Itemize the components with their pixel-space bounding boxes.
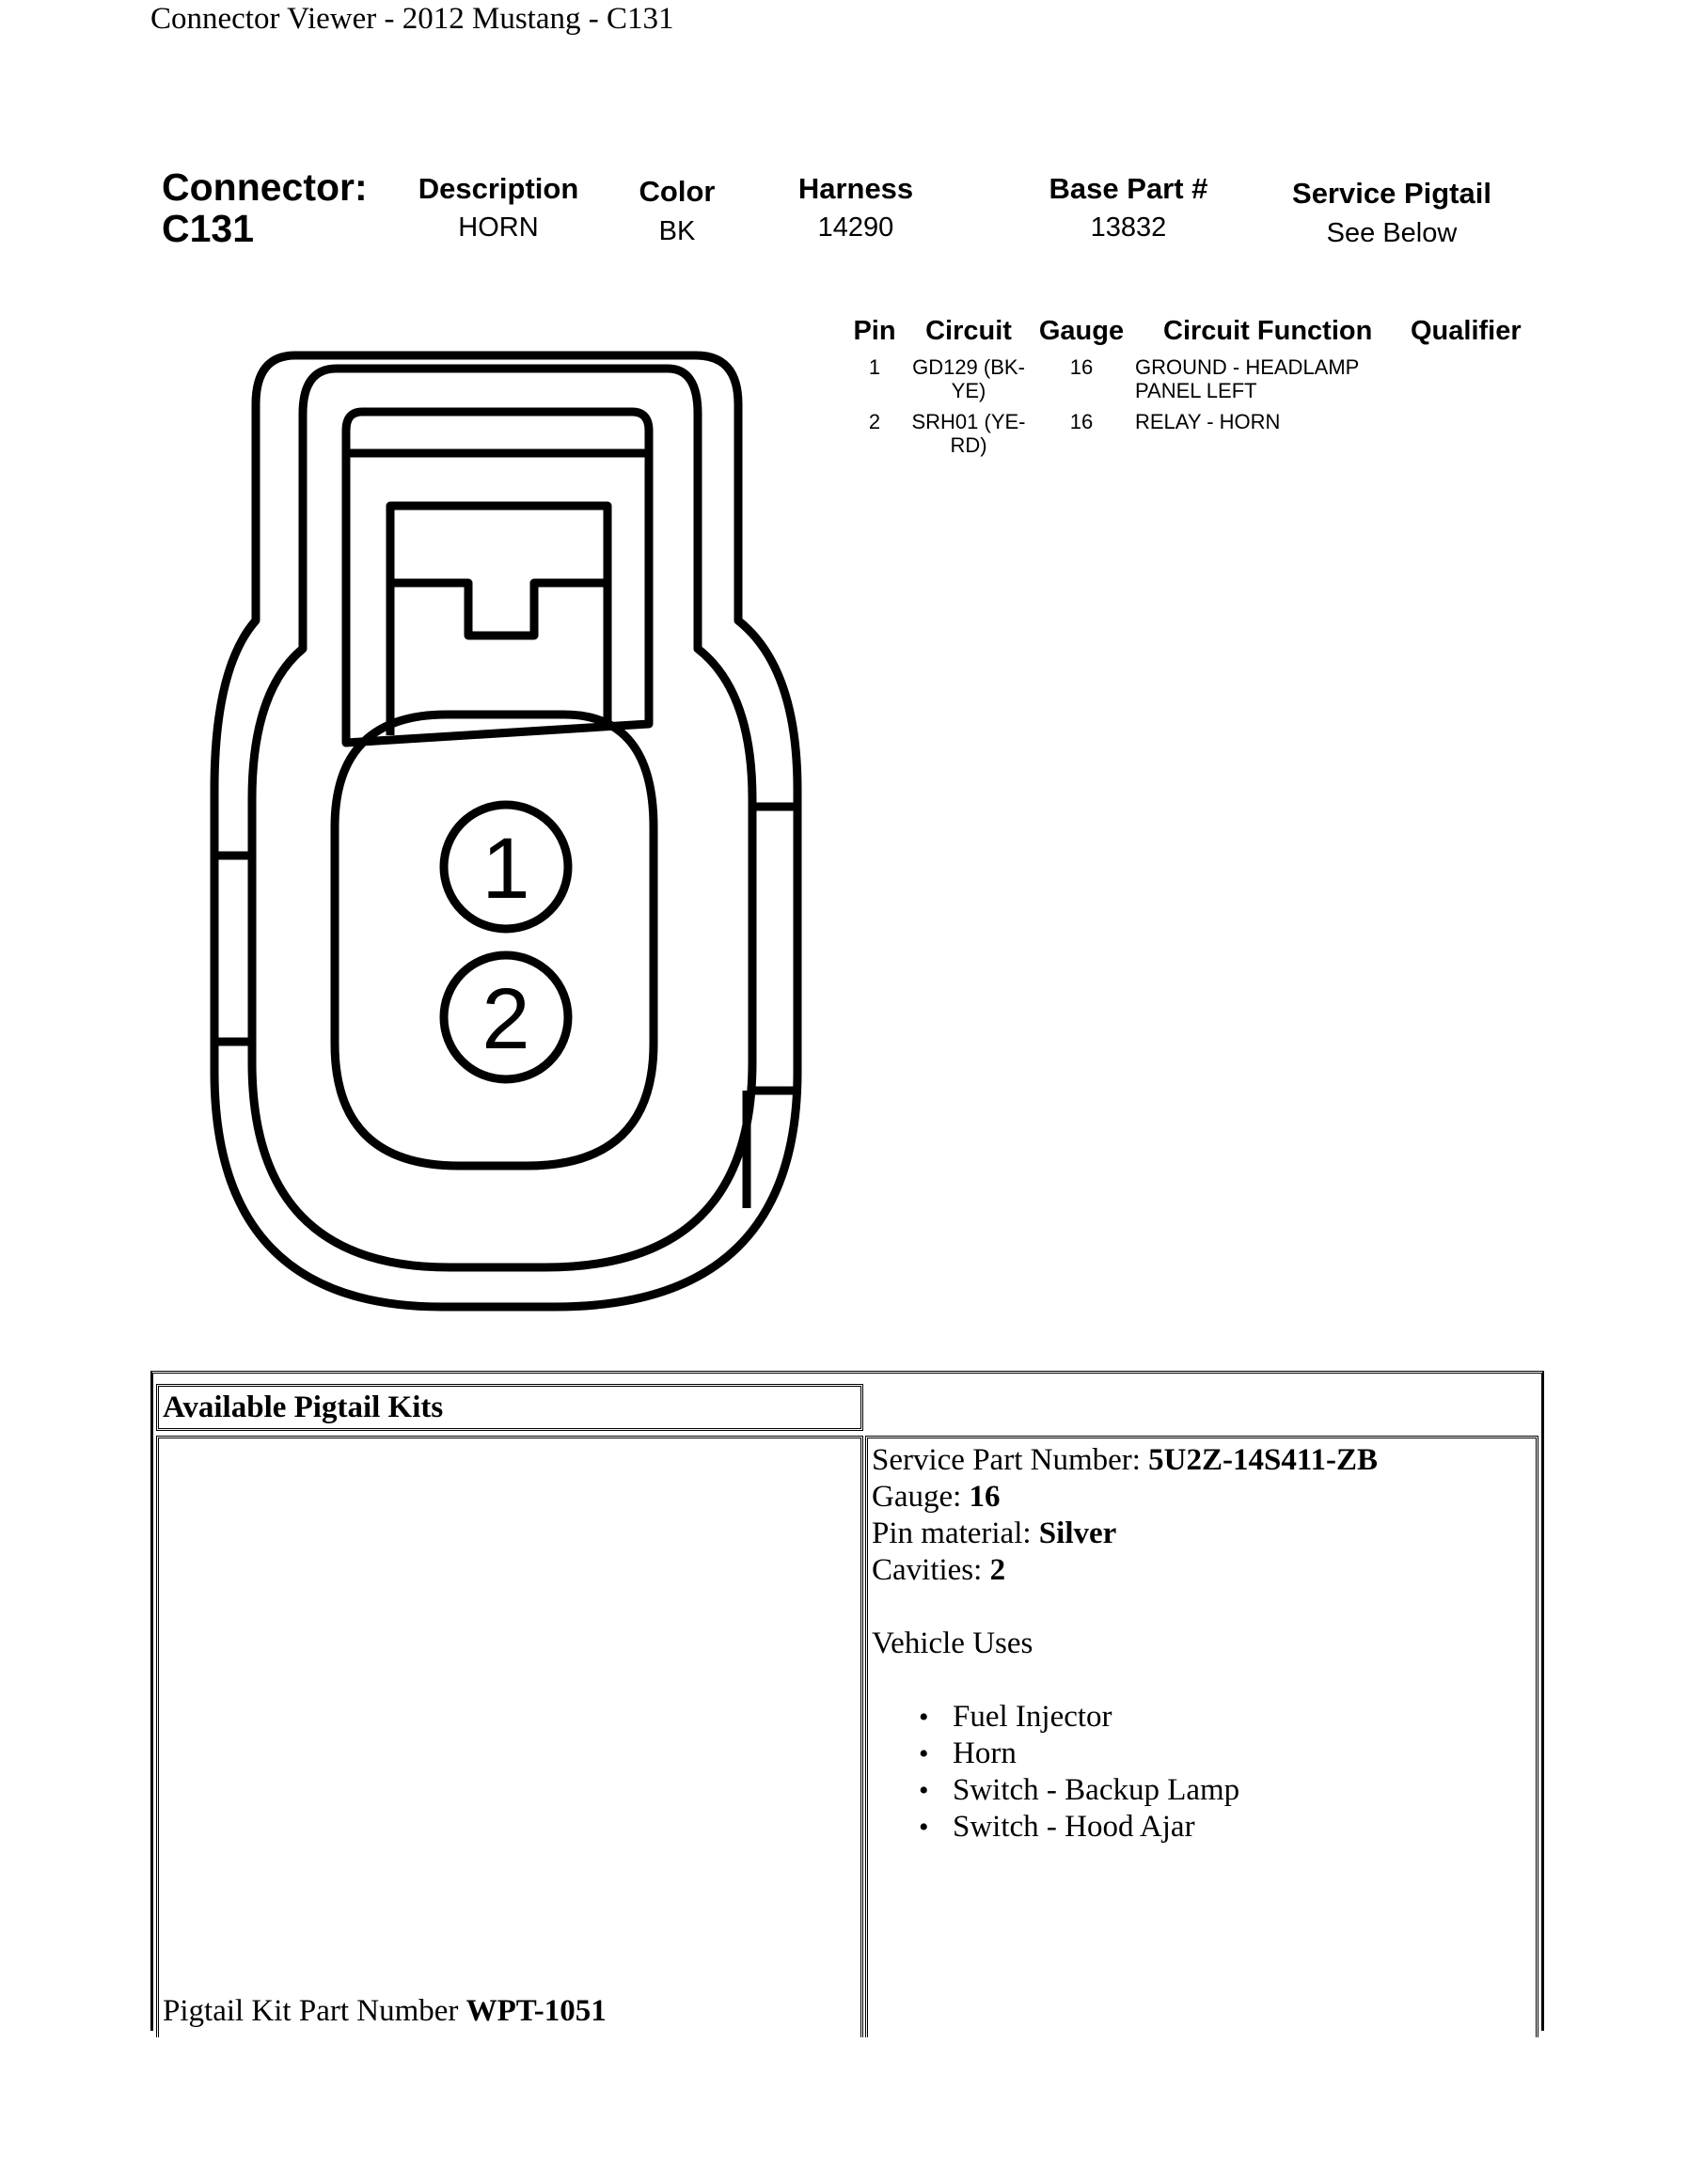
- service-pigtail-label: Service Pigtail: [1292, 177, 1491, 210]
- cavities-label: Cavities:: [872, 1553, 990, 1587]
- circuit-line: YE): [951, 379, 986, 402]
- kit-part-label: Pigtail Kit Part Number: [163, 1994, 466, 2028]
- kit-part-value: WPT-1051: [465, 1994, 607, 2028]
- vehicle-uses-list: [919, 1699, 1530, 1846]
- description-label: Description: [418, 172, 579, 205]
- base-part-label: Base Part #: [1049, 172, 1208, 205]
- color-value: BK: [658, 216, 696, 246]
- pigtail-details-cell: [865, 1436, 1538, 2037]
- circuit-function-header: Circuit Function: [1163, 316, 1373, 346]
- vehicle-uses-label: Vehicle Uses: [872, 1626, 1033, 1660]
- pin-material-label: Pin material:: [872, 1516, 1039, 1550]
- pin-number: 1: [868, 355, 881, 379]
- function-line: GROUND - HEADLAMP: [1135, 355, 1360, 379]
- pin-2-label: 2: [481, 971, 530, 1067]
- description-value: HORN: [458, 212, 539, 243]
- qualifier-header: Qualifier: [1411, 316, 1522, 346]
- gauge-value: 16: [1069, 410, 1094, 433]
- service-pigtail-value: See Below: [1326, 218, 1458, 248]
- pin-number: 2: [868, 410, 881, 433]
- pin-material-value: Silver: [1038, 1516, 1117, 1550]
- gauge-label: Gauge:: [872, 1480, 970, 1514]
- harness-label: Harness: [797, 172, 914, 205]
- circuit-header: Circuit: [925, 316, 1012, 346]
- cavities-value: 2: [989, 1553, 1006, 1587]
- pin-1-label: 1: [481, 821, 530, 917]
- list-item: • Switch - Backup Lamp: [919, 1772, 1530, 1809]
- circuit-line: SRH01 (YE-: [911, 410, 1026, 433]
- gauge-value: 16: [1069, 355, 1094, 379]
- cavities-line: [872, 1552, 1530, 1589]
- gauge-line: [872, 1479, 1530, 1516]
- color-label: Color: [639, 175, 716, 208]
- pin-material-line: [872, 1516, 1530, 1552]
- service-part-value: 5U2Z-14S411-ZB: [1148, 1443, 1379, 1477]
- list-item: • Switch - Hood Ajar: [919, 1809, 1530, 1846]
- service-part-line: [872, 1442, 1530, 1479]
- pin-cavity-body: [335, 715, 654, 1166]
- service-part-label: Service Part Number:: [872, 1443, 1149, 1477]
- function-line: PANEL LEFT: [1135, 379, 1257, 402]
- pigtail-kit-part-number: [163, 1993, 607, 2030]
- latch-tab: [390, 506, 607, 636]
- connector-id: C131: [162, 207, 255, 250]
- pigtail-heading: Available Pigtail Kits: [163, 1391, 444, 1424]
- pigtail-image-cell: [156, 1436, 863, 2037]
- pigtail-heading-cell: [156, 1384, 863, 1431]
- pin-header: Pin: [853, 316, 896, 346]
- base-part-value: 13832: [1090, 212, 1167, 243]
- gauge-value: 16: [969, 1480, 1001, 1514]
- pigtail-details: [872, 1442, 1530, 1846]
- page-header: Connector Viewer - 2012 Mustang - C131: [150, 2, 674, 36]
- function-line: RELAY - HORN: [1135, 410, 1281, 433]
- circuit-line: RD): [950, 433, 987, 457]
- harness-value: 14290: [817, 212, 894, 243]
- connector-label: Connector:: [162, 165, 368, 209]
- list-item: • Horn: [919, 1736, 1530, 1772]
- list-item: • Fuel Injector: [919, 1699, 1530, 1736]
- circuit-line: GD129 (BK-: [912, 355, 1025, 379]
- gauge-header: Gauge: [1038, 316, 1125, 346]
